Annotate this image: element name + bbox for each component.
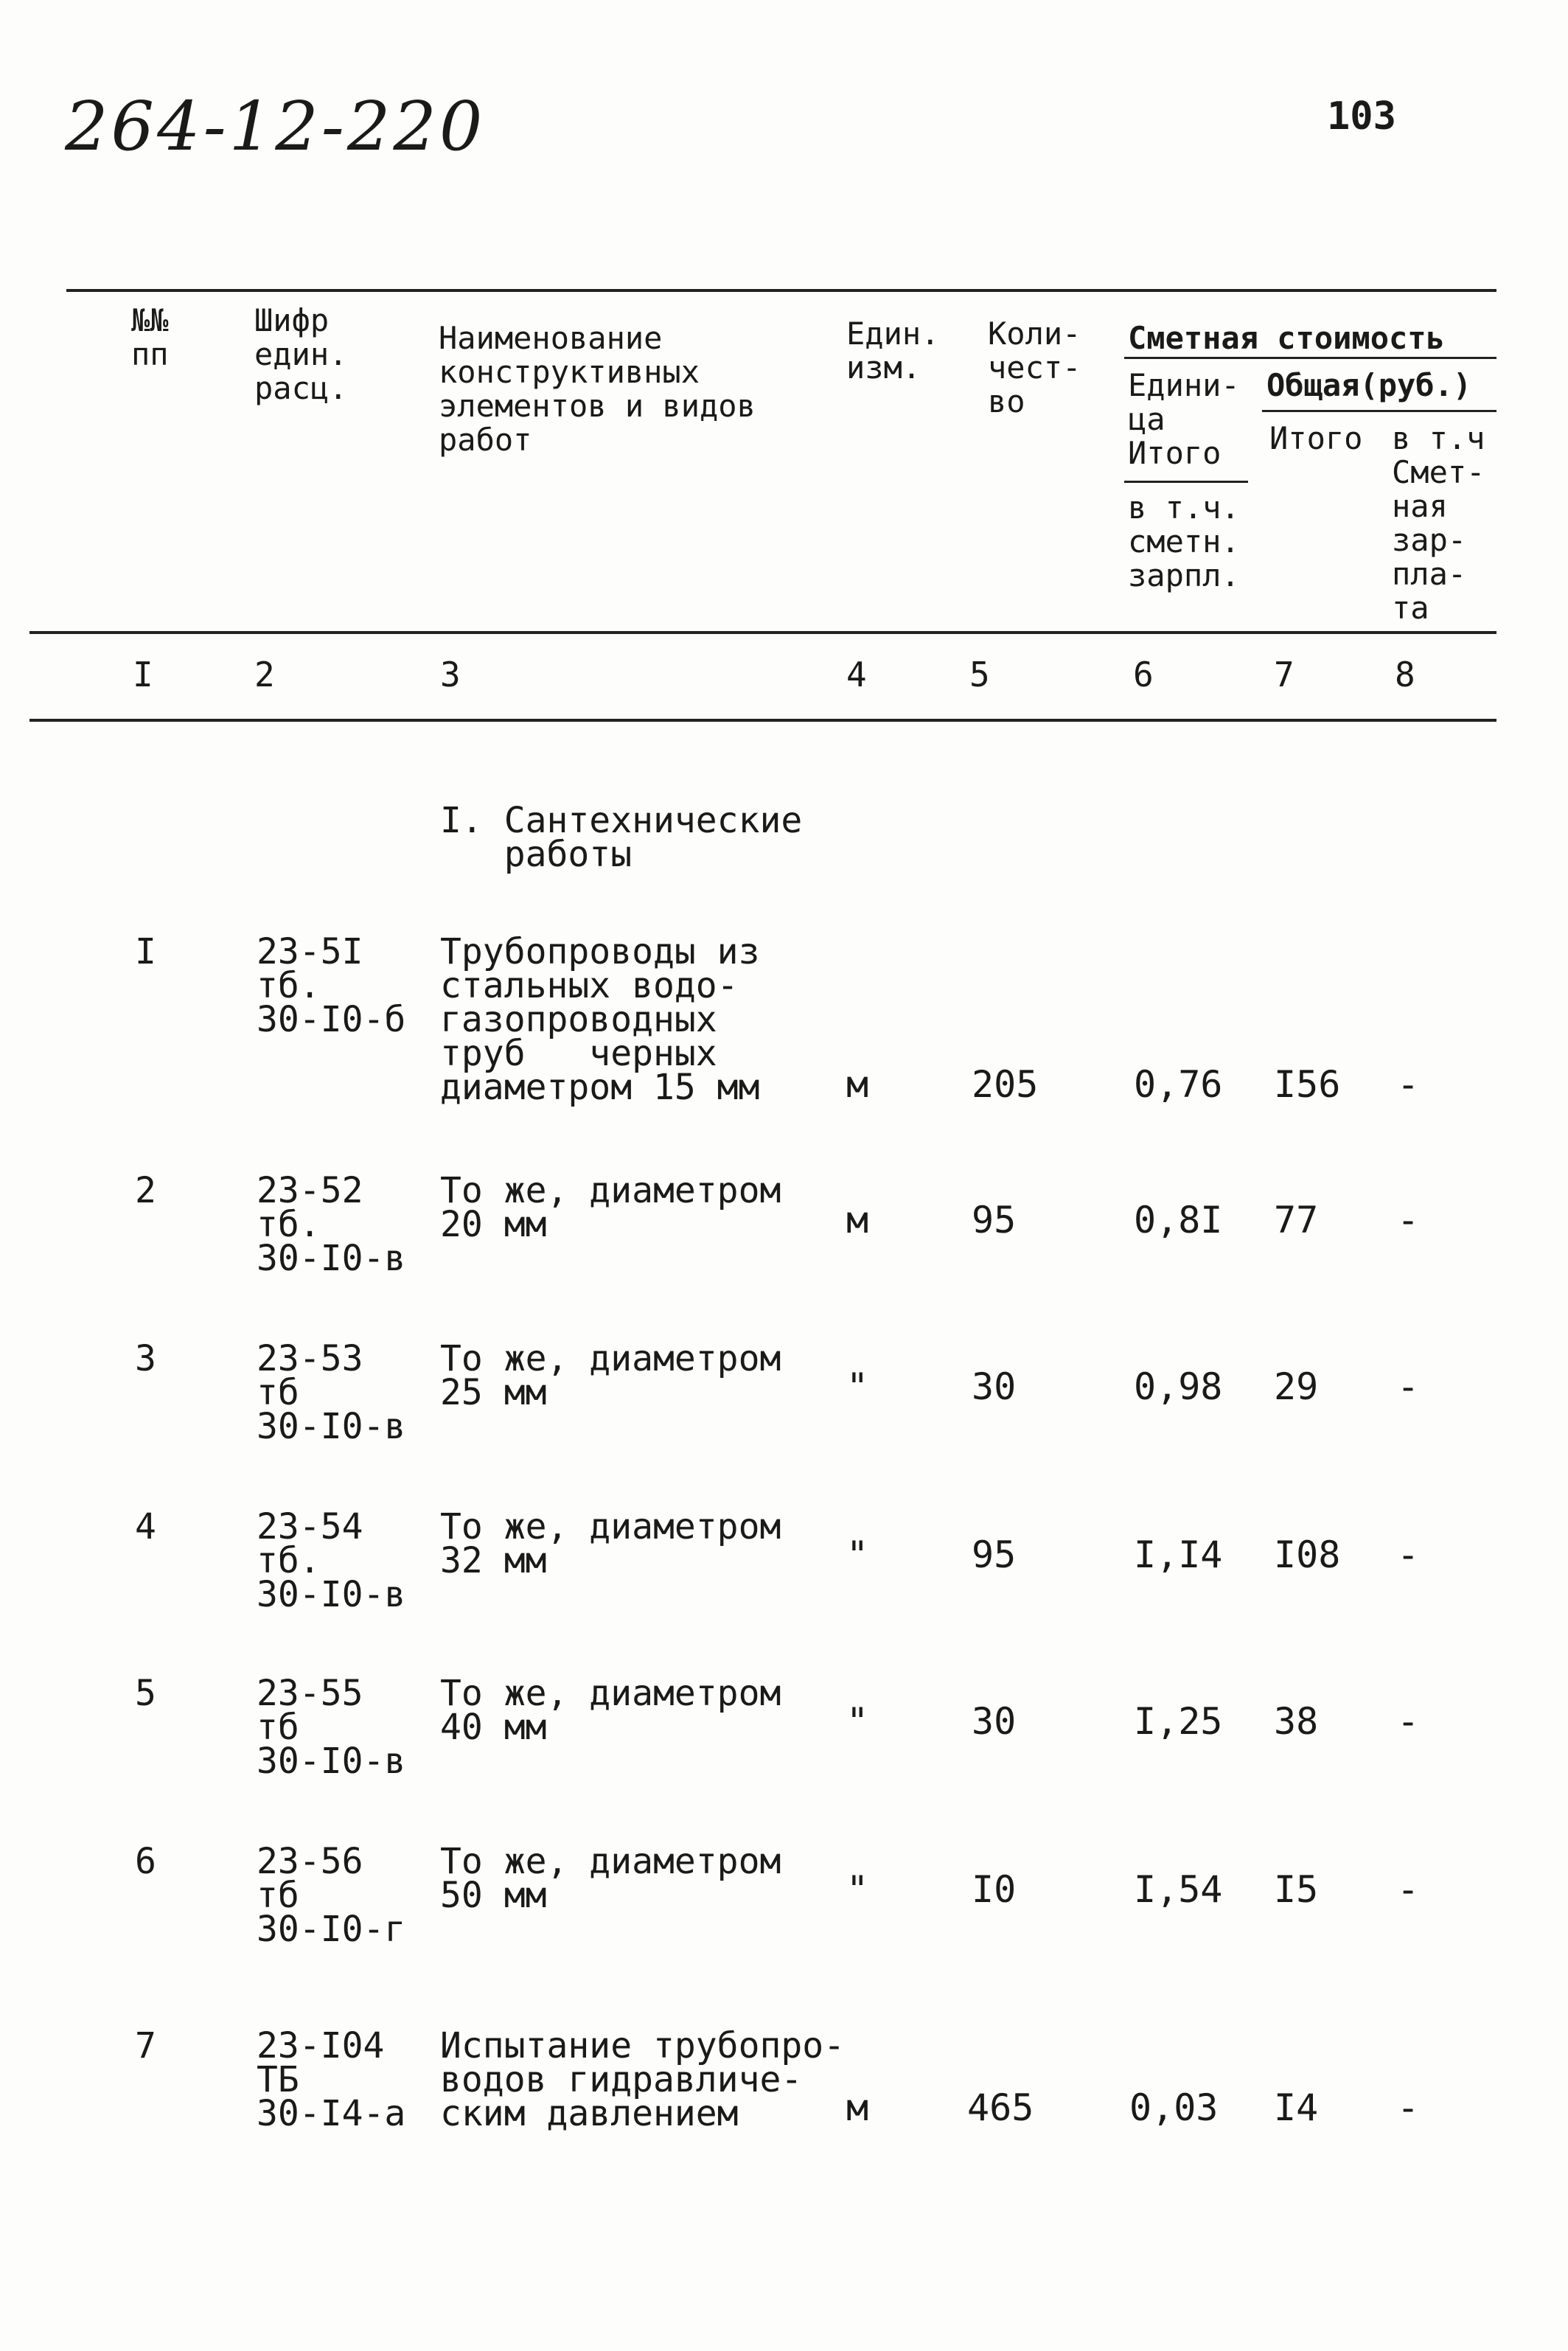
document-code: 264-12-220 xyxy=(65,87,486,166)
row-quantity: 95 xyxy=(972,1533,1017,1576)
row-total: 38 xyxy=(1274,1700,1319,1743)
header-col-name: Наименование конструктивных элементов и видов работ xyxy=(439,320,756,458)
row-name: То же, диаметром 40 мм xyxy=(440,1673,781,1748)
row-name: То же, диаметром 32 мм xyxy=(440,1506,781,1581)
row-number: 6 xyxy=(135,1841,156,1882)
row-quantity: 465 xyxy=(967,2086,1034,2129)
header-cost-rule xyxy=(1124,357,1496,359)
row-wage: - xyxy=(1397,1199,1420,1241)
row-unit: " xyxy=(846,1868,869,1911)
row-wage: - xyxy=(1397,1365,1420,1408)
column-number: I xyxy=(133,655,153,694)
column-number: 8 xyxy=(1395,655,1415,694)
header-unit-total: Едини- ца Итого xyxy=(1128,367,1240,471)
row-number: 4 xyxy=(135,1506,156,1547)
row-number: 3 xyxy=(135,1338,156,1379)
row-name: То же, диаметром 25 мм xyxy=(440,1338,781,1413)
row-unit: " xyxy=(846,1365,869,1408)
row-code: 23-5I тб. 30-I0-б xyxy=(257,931,406,1040)
column-number: 4 xyxy=(846,655,867,694)
row-name: То же, диаметром 50 мм xyxy=(440,1841,781,1916)
row-code: 23-56 тб 30-I0-г xyxy=(257,1841,406,1950)
row-unit-price: I,25 xyxy=(1134,1700,1223,1743)
row-code: 23-52 тб. 30-I0-в xyxy=(257,1170,406,1279)
row-unit-price: I,I4 xyxy=(1134,1533,1223,1576)
column-number: 2 xyxy=(254,655,275,694)
row-unit: м xyxy=(846,1063,869,1106)
column-number: 7 xyxy=(1274,655,1295,694)
row-wage: - xyxy=(1397,2086,1420,2129)
row-unit-price: 0,76 xyxy=(1134,1063,1223,1106)
row-total: I56 xyxy=(1274,1063,1341,1106)
row-code: 23-54 тб. 30-I0-в xyxy=(257,1506,406,1615)
row-unit-price: 0,98 xyxy=(1134,1365,1223,1408)
column-number: 6 xyxy=(1133,655,1154,694)
row-quantity: 30 xyxy=(972,1365,1017,1408)
header-col-number: №№ пп xyxy=(131,302,169,372)
header-unit-rule xyxy=(1124,481,1248,483)
header-col-unit: Един. изм. xyxy=(846,316,940,386)
row-quantity: 205 xyxy=(972,1063,1039,1106)
row-total: 77 xyxy=(1274,1199,1319,1241)
row-wage: - xyxy=(1397,1700,1420,1743)
row-unit: м xyxy=(846,2086,869,2129)
row-total: I08 xyxy=(1274,1533,1341,1576)
row-unit: " xyxy=(846,1533,869,1576)
row-total: I4 xyxy=(1274,2086,1319,2129)
row-unit: м xyxy=(846,1199,869,1241)
row-unit-price: 0,03 xyxy=(1129,2086,1219,2129)
header-col-quantity: Коли- чест- во xyxy=(988,316,1081,419)
header-unit-wage: в т.ч. сметн. зарпл. xyxy=(1128,490,1240,593)
page-number: 103 xyxy=(1327,94,1396,139)
header-top-rule xyxy=(66,289,1496,292)
row-total: 29 xyxy=(1274,1365,1319,1408)
row-number: 7 xyxy=(135,2025,156,2066)
row-name: Испытание трубопро- водов гидравличе- ским давлением xyxy=(440,2025,846,2134)
row-quantity: 30 xyxy=(972,1700,1017,1743)
header-total-group: Общая(руб.) xyxy=(1266,367,1472,403)
section-title: I. Сантехнические работы xyxy=(440,800,803,875)
row-wage: - xyxy=(1397,1533,1420,1576)
row-quantity: 95 xyxy=(972,1199,1017,1241)
header-col-code: Шифр един. расц. xyxy=(254,302,348,406)
header-cost-group: Сметная стоимость xyxy=(1128,320,1445,356)
column-numbers-rule xyxy=(29,719,1496,722)
row-wage: - xyxy=(1397,1868,1420,1911)
header-total-rule xyxy=(1262,410,1496,412)
header-total-wage: в т.ч Смет- ная зар- пла- та xyxy=(1392,420,1485,626)
row-code: 23-53 тб 30-I0-в xyxy=(257,1338,406,1447)
row-unit-price: I,54 xyxy=(1134,1868,1223,1911)
row-wage: - xyxy=(1397,1063,1420,1106)
column-number: 5 xyxy=(969,655,990,694)
row-code: 23-55 тб 30-I0-в xyxy=(257,1673,406,1782)
header-total: Итого xyxy=(1269,420,1363,456)
header-bottom-rule xyxy=(29,631,1496,634)
row-number: 5 xyxy=(135,1673,156,1714)
row-name: То же, диаметром 20 мм xyxy=(440,1170,781,1245)
row-code: 23-I04 ТБ 30-I4-а xyxy=(257,2025,406,2134)
row-unit: " xyxy=(846,1700,869,1743)
row-unit-price: 0,8I xyxy=(1134,1199,1223,1241)
column-number: 3 xyxy=(440,655,461,694)
row-name: Трубопроводы из стальных водо- газопроводных труб черных диаметром 15 мм xyxy=(440,931,760,1108)
row-number: 2 xyxy=(135,1170,156,1211)
row-total: I5 xyxy=(1274,1868,1319,1911)
row-number: I xyxy=(135,931,156,972)
row-quantity: I0 xyxy=(972,1868,1017,1911)
